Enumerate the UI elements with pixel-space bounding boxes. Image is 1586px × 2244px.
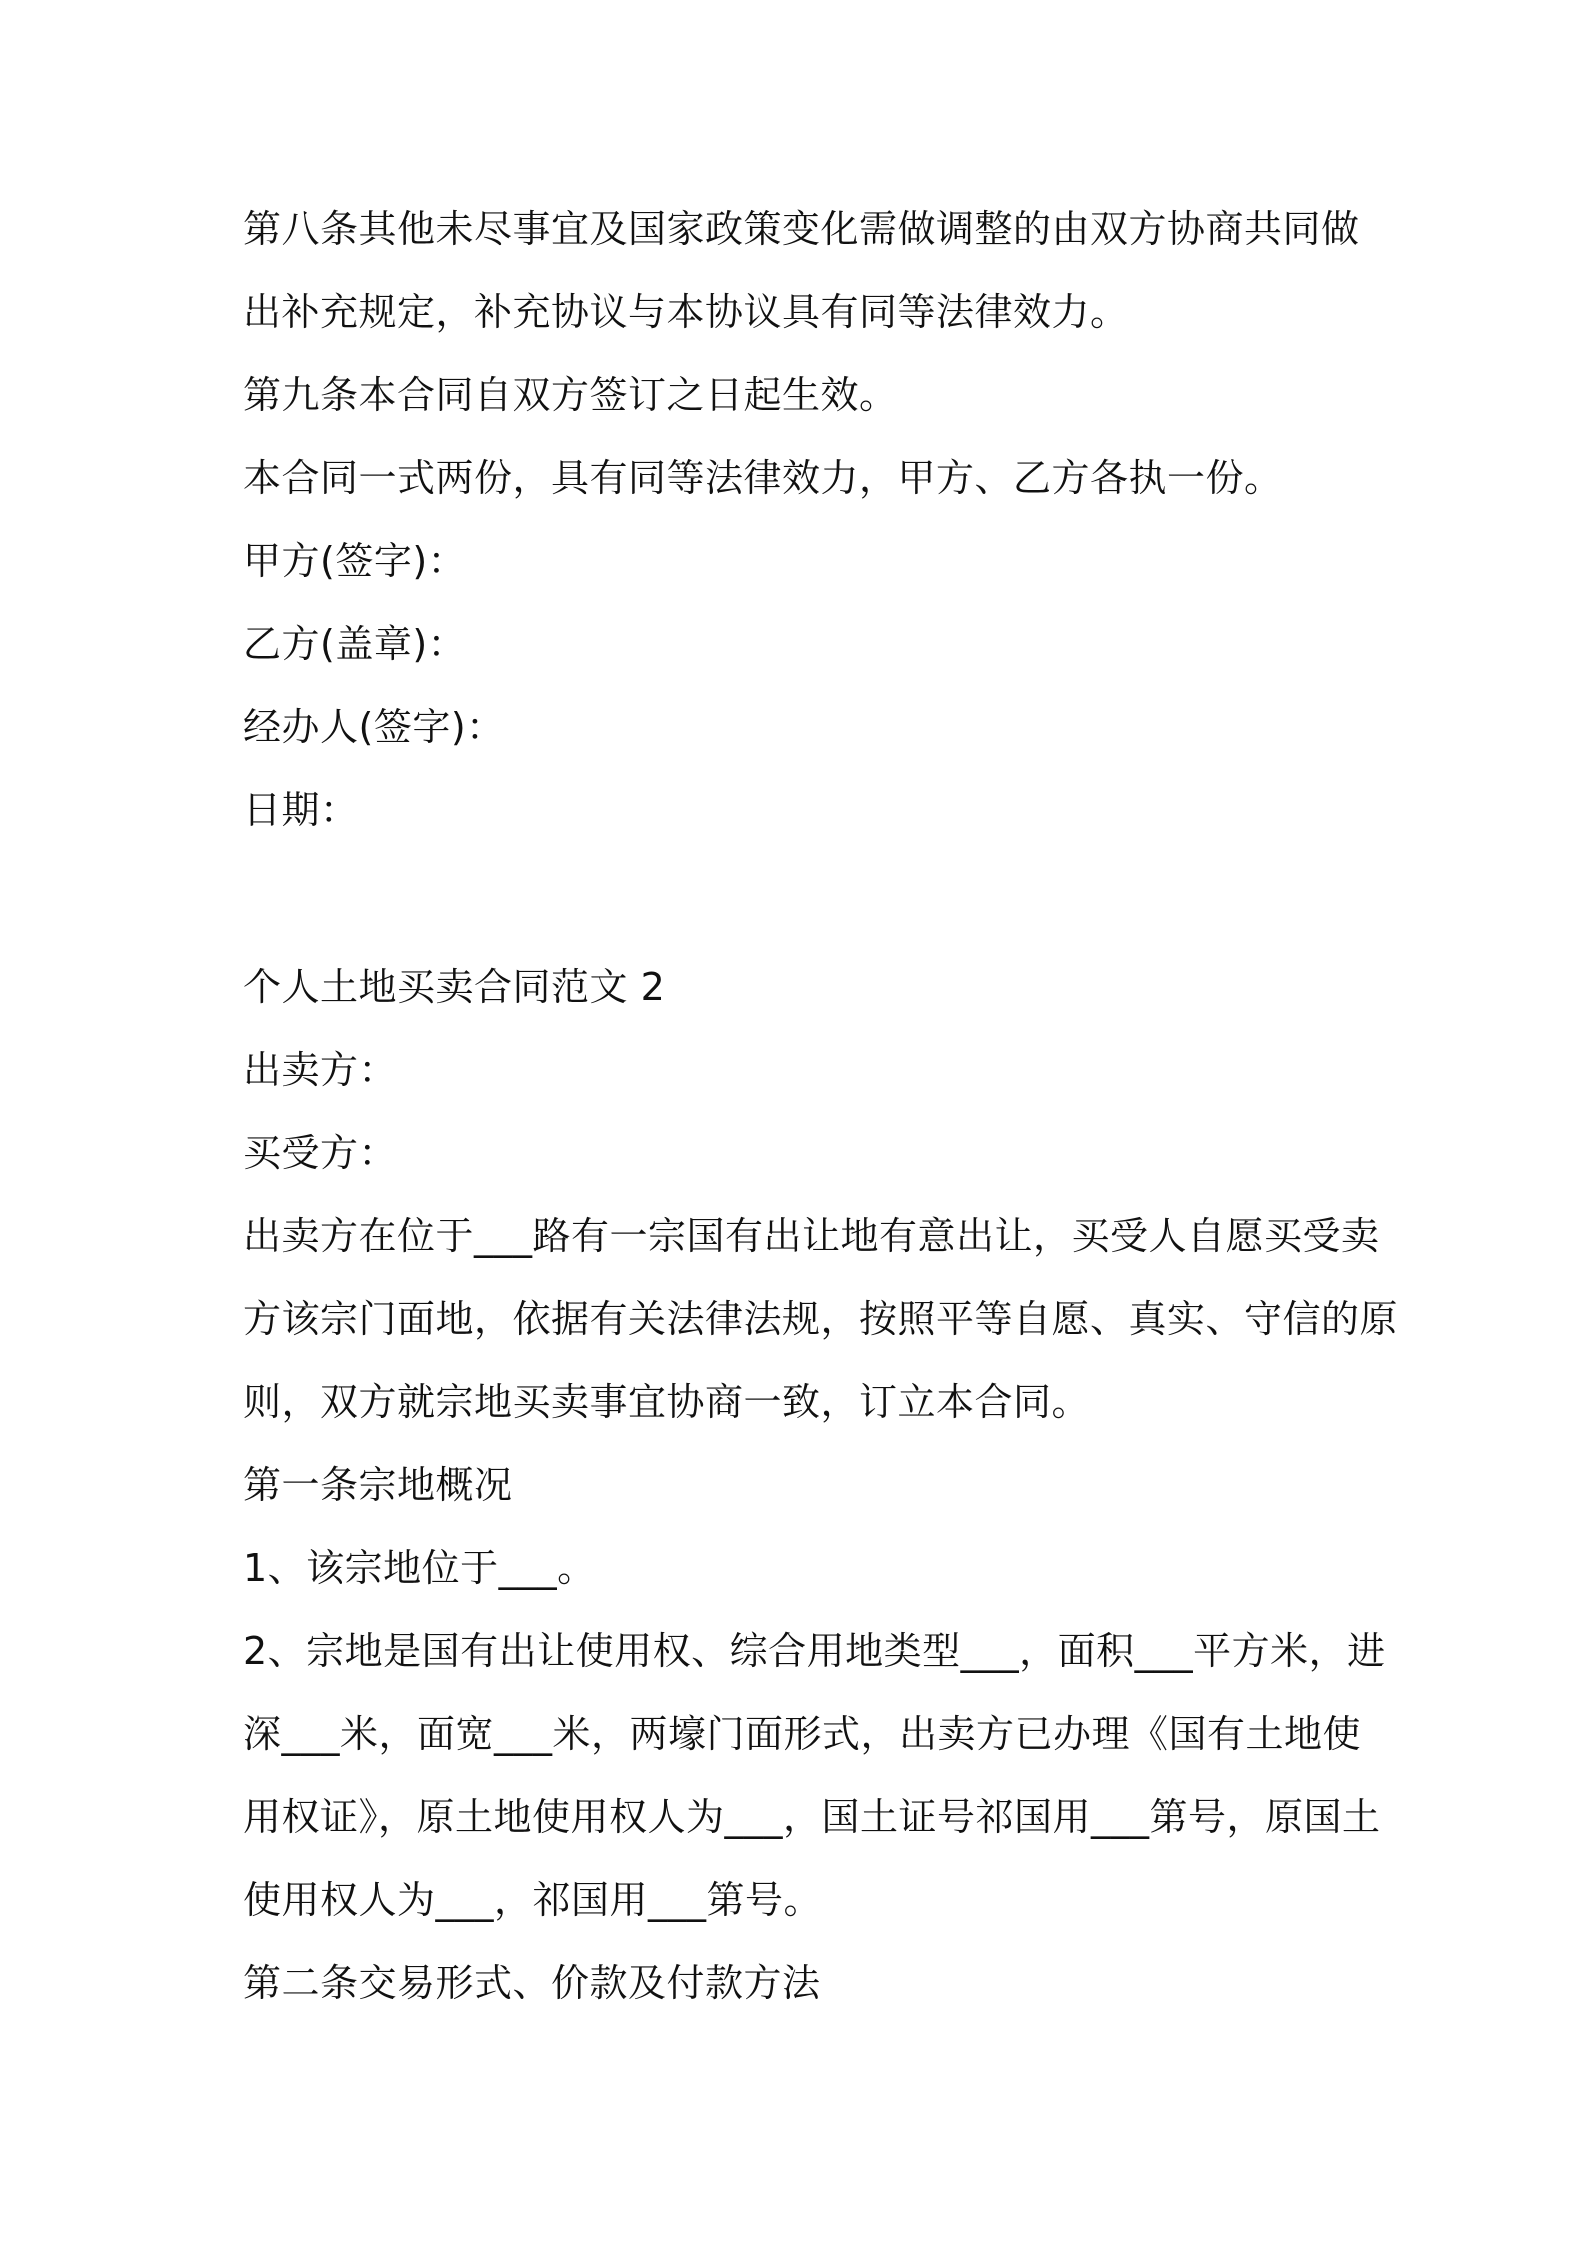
section-title: 个人土地买卖合同范文 2 (243, 965, 666, 1009)
preamble-line-2: 方该宗门面地，依据有关法律法规，按照平等自愿、真实、守信的原 (243, 1297, 1399, 1341)
party-a-signature-label: 甲方(签字)： (243, 539, 467, 583)
article-1-item-2-line-3: 用权证》，原土地使用权人为___，国土证号祁国用___第号，原国土 (243, 1795, 1381, 1839)
article-2-heading: 第二条交易形式、价款及付款方法 (243, 1961, 821, 2005)
article-8-line-2: 出补充规定，补充协议与本协议具有同等法律效力。 (243, 290, 1129, 334)
handler-signature-label: 经办人(签字)： (243, 705, 505, 749)
article-1-heading: 第一条宗地概况 (243, 1463, 513, 1507)
copies-clause: 本合同一式两份，具有同等法律效力，甲方、乙方各执一份。 (243, 456, 1283, 500)
preamble-line-1: 出卖方在位于___路有一宗国有出让地有意出让，买受人自愿买受卖 (243, 1214, 1380, 1258)
seller-label: 出卖方： (243, 1048, 398, 1092)
article-1-item-2-line-1: 2、宗地是国有出让使用权、综合用地类型___，面积___平方米，进 (243, 1629, 1386, 1673)
date-label: 日期： (243, 788, 359, 832)
article-1-item-1: 1、该宗地位于___。 (243, 1546, 596, 1590)
article-1-item-2-line-2: 深___米，面宽___米，两壕门面形式，出卖方已办理《国有土地使 (243, 1712, 1362, 1756)
article-9: 第九条本合同自双方签订之日起生效。 (243, 373, 898, 417)
article-1-item-2-line-4: 使用权人为___，祁国用___第号。 (243, 1878, 823, 1922)
buyer-label: 买受方： (243, 1131, 398, 1175)
preamble-line-3: 则，双方就宗地买卖事宜协商一致，订立本合同。 (243, 1380, 1091, 1424)
article-8-line-1: 第八条其他未尽事宜及国家政策变化需做调整的由双方协商共同做 (243, 207, 1360, 251)
party-b-seal-label: 乙方(盖章)： (243, 622, 467, 666)
